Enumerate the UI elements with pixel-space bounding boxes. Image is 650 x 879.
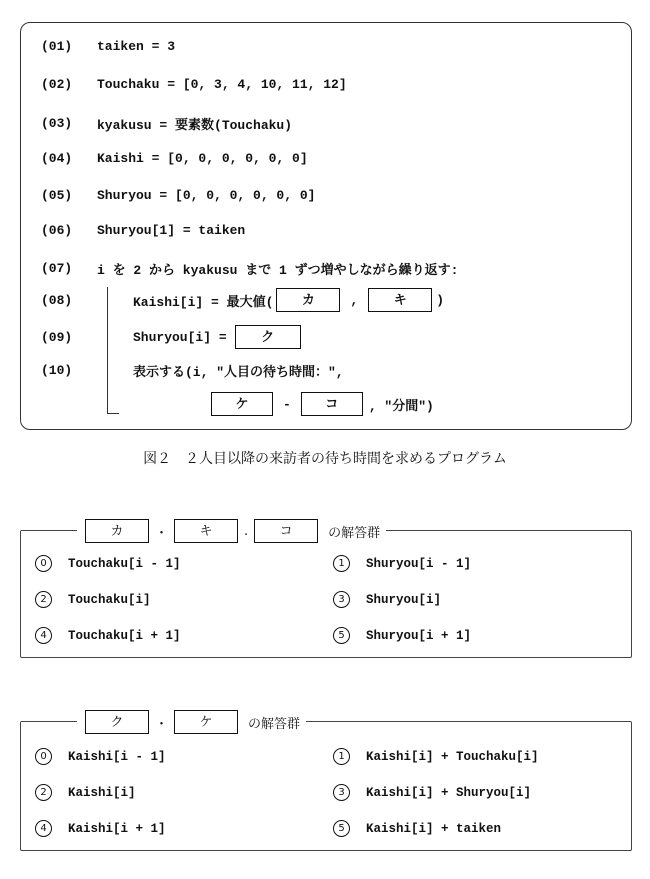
choice-number: 5	[333, 627, 350, 644]
choice-number: 3	[333, 784, 350, 801]
separator-dot: ・	[155, 716, 169, 732]
line-number: (04)	[41, 151, 73, 166]
code-text: Shuryou = [0, 0, 0, 0, 0, 0]	[97, 188, 316, 203]
blank-ko: コ	[301, 392, 363, 416]
group-legend	[21, 706, 306, 738]
figure-caption: 図２ ２人目以降の来訪者の待ち時間を求めるプログラム	[143, 451, 507, 467]
option-0[interactable]	[35, 555, 181, 572]
option-2[interactable]	[35, 591, 151, 608]
group-title: の解答群	[328, 525, 381, 541]
choice-number: 1	[333, 555, 350, 572]
code-text: Shuryou[i] =	[133, 329, 227, 345]
choice-number: 0	[35, 555, 52, 572]
line-number: (10)	[41, 363, 73, 378]
legend-blank-ki: キ	[174, 519, 238, 543]
option-text: Kaishi[i]	[68, 785, 136, 800]
blank-ke: ケ	[211, 392, 273, 416]
choice-number: 0	[35, 748, 52, 765]
option-2[interactable]	[35, 784, 136, 801]
answer-group-ka-ki-ko	[20, 523, 632, 658]
blank-ka: カ	[276, 288, 340, 312]
option-text: Touchaku[i]	[68, 592, 151, 607]
option-text: Shuryou[i + 1]	[366, 628, 472, 643]
line-number: (08)	[41, 292, 73, 308]
legend-line	[21, 721, 77, 722]
program-line-02	[41, 77, 347, 92]
legend-blank-ka: カ	[85, 519, 149, 543]
blank-ku: ク	[235, 325, 301, 349]
choice-number: 3	[333, 591, 350, 608]
option-text: Touchaku[i - 1]	[68, 556, 181, 571]
option-5[interactable]	[333, 820, 501, 837]
program-line-08	[41, 287, 444, 313]
option-1[interactable]	[333, 555, 471, 572]
loop-bracket	[107, 287, 108, 413]
group-title: の解答群	[248, 716, 301, 732]
line-number: (07)	[41, 261, 73, 276]
option-1[interactable]	[333, 748, 539, 765]
option-text: Kaishi[i] + Shuryou[i]	[366, 785, 532, 800]
line-number: (06)	[41, 223, 73, 238]
option-4[interactable]	[35, 627, 181, 644]
option-text: Kaishi[i - 1]	[68, 749, 166, 764]
code-text: 表示する(i, "人目の待ち時間：",	[133, 365, 344, 380]
choice-number: 5	[333, 820, 350, 837]
code-text: Kaishi[i] = 最大値(	[133, 294, 274, 310]
choice-number: 1	[333, 748, 350, 765]
code-text: Shuryou[1] = taiken	[97, 223, 246, 238]
option-3[interactable]	[333, 591, 441, 608]
answer-group-ku-ke	[20, 715, 632, 851]
legend-blank-ko: コ	[254, 519, 318, 543]
line-number: (05)	[41, 188, 73, 203]
separator-dot: ・	[155, 525, 169, 541]
choice-number: 2	[35, 784, 52, 801]
program-line-11	[211, 391, 434, 417]
program-line-10	[41, 361, 344, 380]
code-text: Kaishi = [0, 0, 0, 0, 0, 0]	[97, 151, 308, 166]
option-text: Shuryou[i]	[366, 592, 442, 607]
legend-blank-ku: ク	[85, 710, 149, 734]
legend-blank-ke: ケ	[174, 710, 238, 734]
line-number: (02)	[41, 77, 73, 92]
code-text: taiken = 3	[97, 39, 176, 54]
choice-number: 4	[35, 627, 52, 644]
option-0[interactable]	[35, 748, 166, 765]
code-text: kyakusu = 要素数(Touchaku)	[97, 118, 293, 133]
close-paren: )	[436, 292, 445, 308]
choice-number: 2	[35, 591, 52, 608]
program-line-09	[41, 324, 301, 350]
option-text: Kaishi[i] + Touchaku[i]	[366, 749, 539, 764]
separator-dot: .	[244, 523, 249, 539]
code-text: , "分間")	[368, 398, 434, 414]
option-text: Kaishi[i] + taiken	[366, 821, 502, 836]
option-4[interactable]	[35, 820, 166, 837]
group-legend	[21, 515, 386, 547]
line-number: (01)	[41, 39, 73, 54]
line-number: (03)	[41, 116, 73, 131]
legend-line	[21, 530, 77, 531]
option-text: Kaishi[i + 1]	[68, 821, 166, 836]
code-text: Touchaku = [0, 3, 4, 10, 11, 12]	[97, 77, 347, 92]
option-text: Touchaku[i + 1]	[68, 628, 181, 643]
code-text: i を 2 から kyakusu まで 1 ずつ増やしながら繰り返す:	[97, 263, 459, 278]
line-number: (09)	[41, 329, 73, 345]
comma: ,	[350, 292, 359, 308]
program-line-01	[41, 39, 175, 54]
option-3[interactable]	[333, 784, 531, 801]
program-line-05	[41, 188, 315, 203]
program-box	[20, 22, 632, 430]
option-text: Shuryou[i - 1]	[366, 556, 472, 571]
loop-bracket-end	[107, 413, 119, 414]
minus: -	[283, 396, 291, 412]
program-line-07	[41, 259, 458, 278]
program-line-06	[41, 223, 245, 238]
program-line-03	[41, 114, 292, 133]
blank-ki: キ	[368, 288, 432, 312]
choice-number: 4	[35, 820, 52, 837]
option-5[interactable]	[333, 627, 471, 644]
program-line-04	[41, 151, 308, 166]
